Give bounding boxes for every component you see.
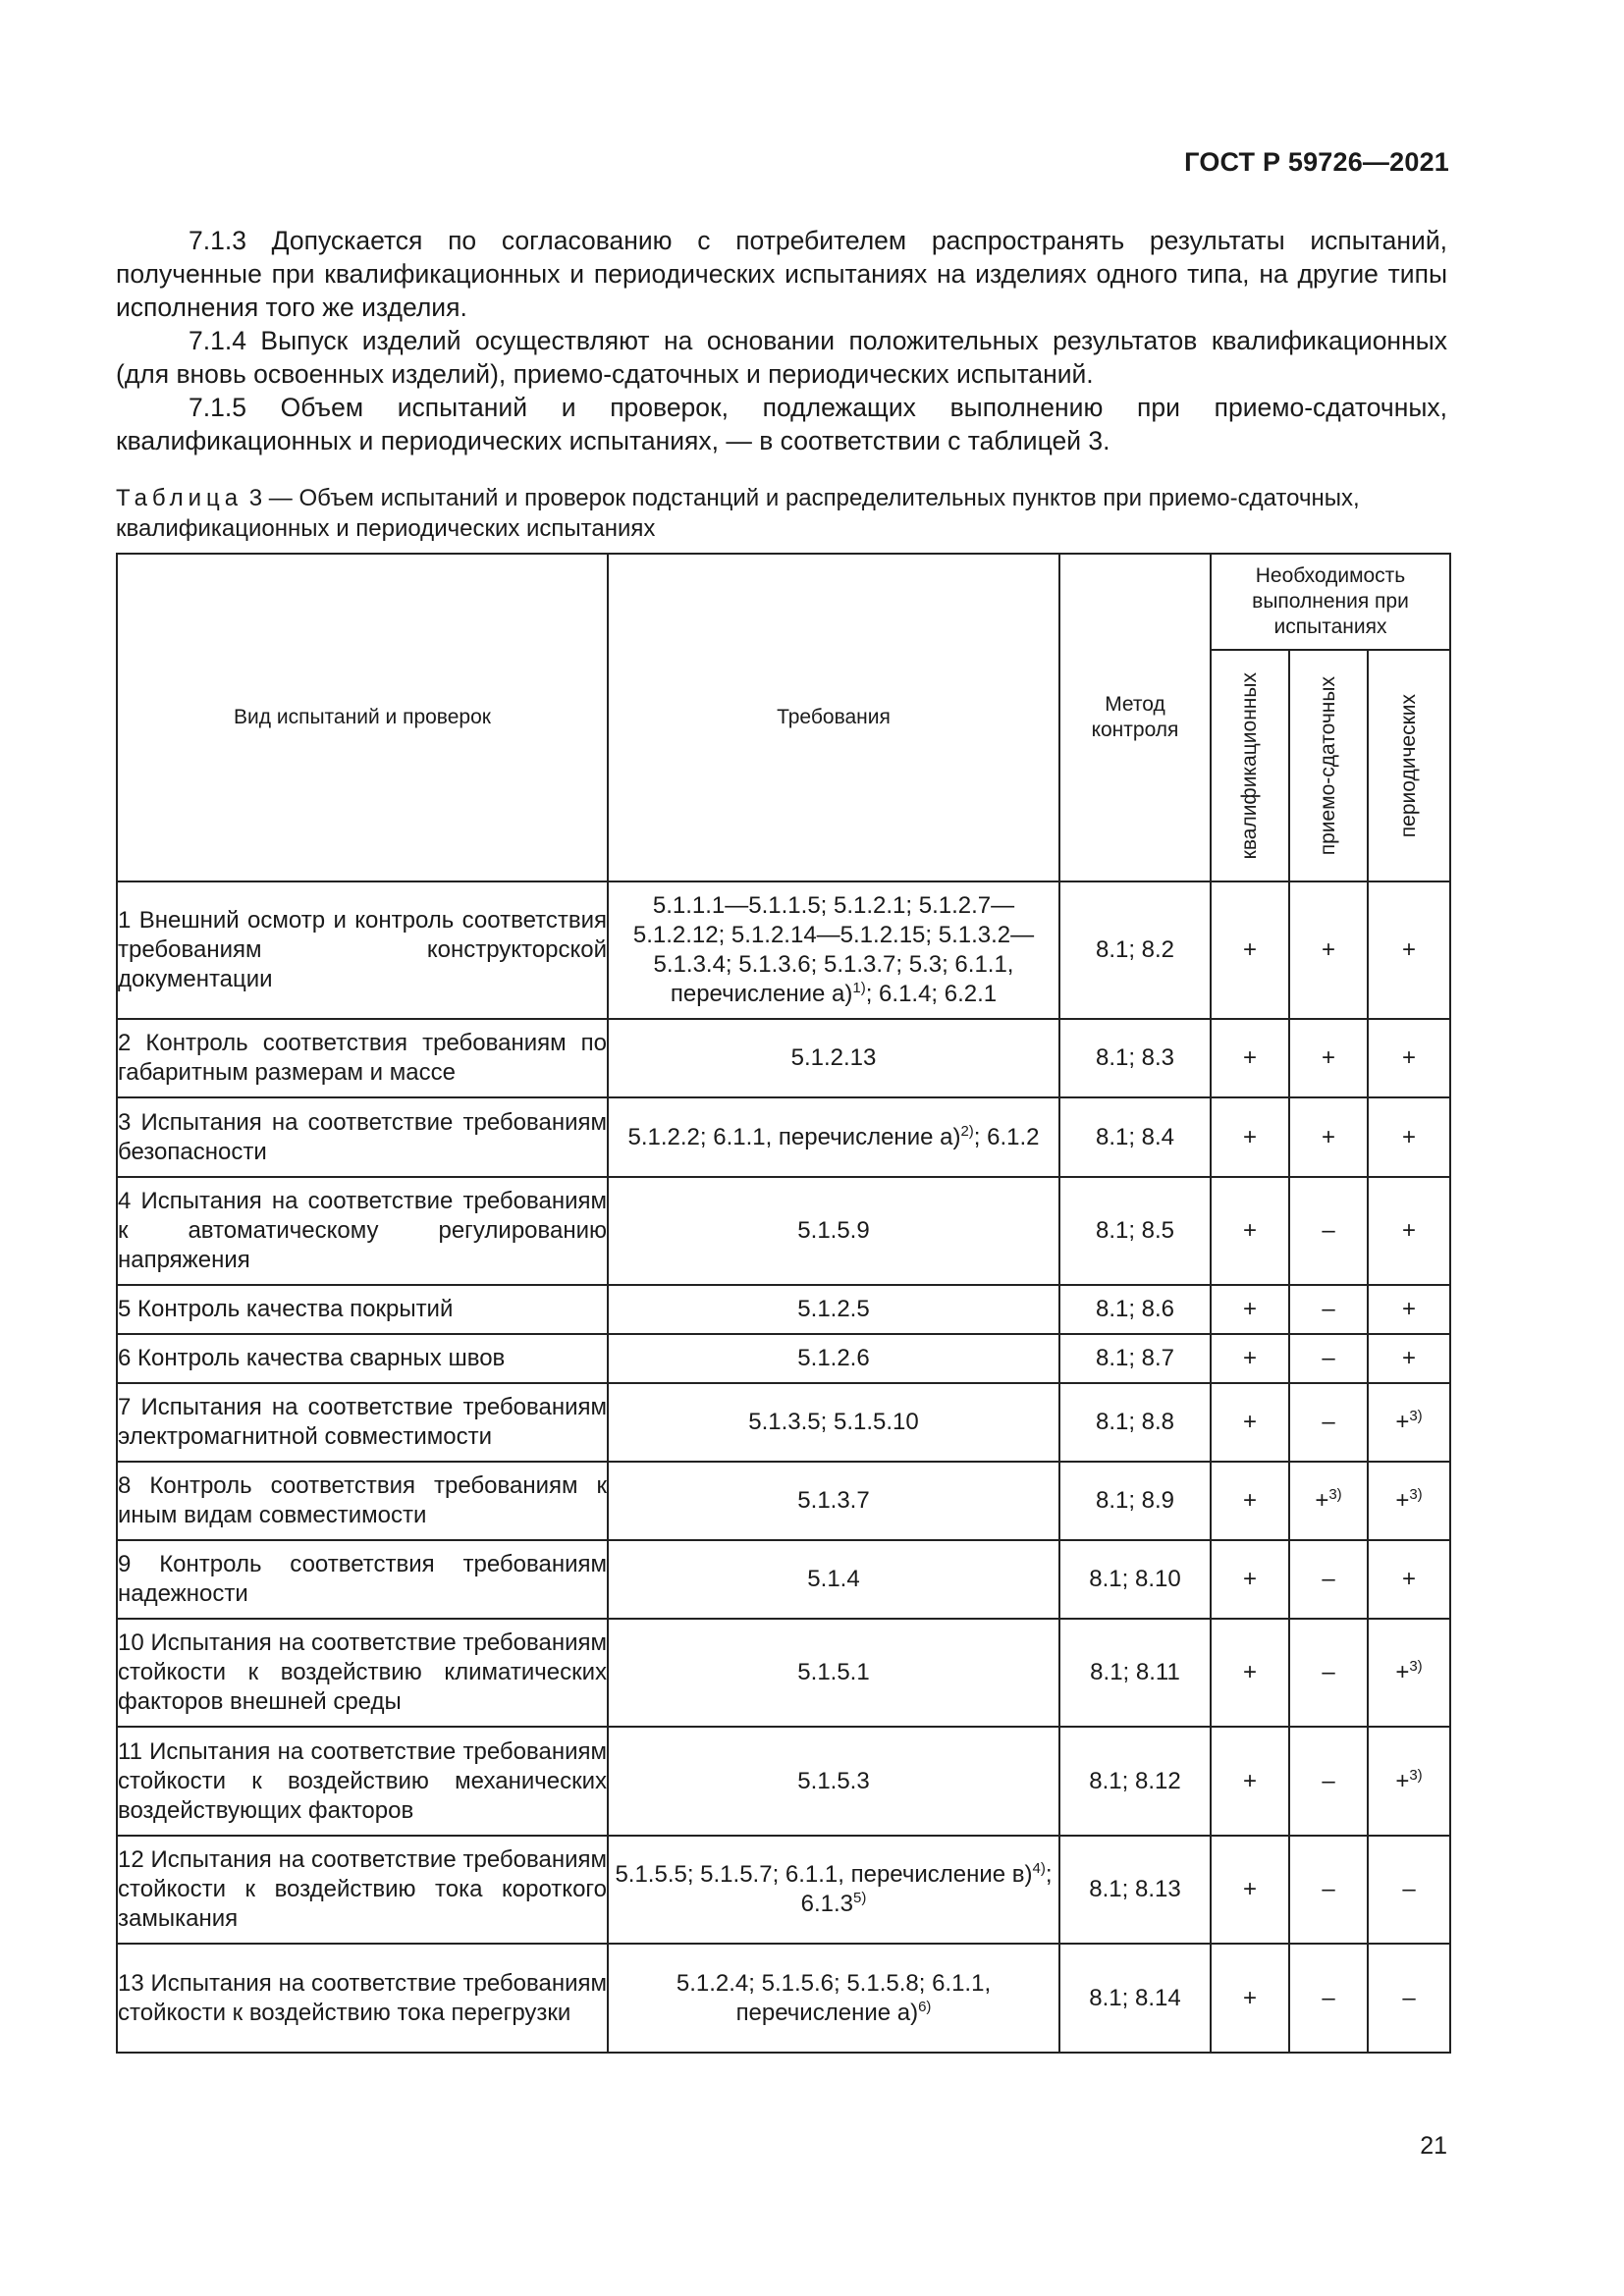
mark-periodic [1368,1619,1450,1727]
mark-value: + [1242,936,1257,963]
row-requirements [608,1619,1059,1727]
mark-qualification [1211,1727,1289,1836]
req-text: 5.1.5.9 [797,1217,870,1244]
mark-periodic [1368,1944,1450,2053]
mark-value: – [1322,1217,1335,1244]
mark-qualification [1211,1383,1289,1462]
row-name: 6 Контроль качества сварных швов [117,1334,608,1383]
row-method: 8.1; 8.7 [1059,1334,1211,1383]
row-requirements [608,1836,1059,1944]
mark-acceptance [1289,1177,1368,1285]
mark-value: + [1401,936,1416,963]
mark-periodic [1368,1177,1450,1285]
mark-qualification [1211,1944,1289,2053]
mark-periodic [1368,1836,1450,1944]
mark-value: – [1402,1876,1416,1902]
table-row [117,881,1450,1019]
mark-value: + [1242,1984,1257,2011]
row-requirements [608,1462,1059,1540]
mark-acceptance [1289,1334,1368,1383]
tests-table [116,553,1451,2054]
mark-footnote: 3) [1409,1766,1423,1784]
table-caption [116,483,1449,544]
mark-qualification [1211,1177,1289,1285]
req-text: 5.1.2.13 [790,1044,877,1071]
req-footnote: 1) [852,980,866,996]
mark-periodic [1368,1727,1450,1836]
row-method: 8.1; 8.12 [1059,1727,1211,1836]
table-row [117,1540,1450,1619]
header-acceptance [1289,650,1368,881]
table-row [117,1285,1450,1334]
table-caption-label: Таблица [116,485,244,511]
mark-value: + [1395,1409,1410,1435]
req-tail: ; 6.1.3 [800,1861,1053,1917]
mark-value: + [1401,1044,1416,1071]
row-method: 8.1; 8.2 [1059,881,1211,1019]
req-text: 5.1.3.5; 5.1.5.10 [748,1409,919,1435]
table-row [117,1097,1450,1177]
mark-value: + [1242,1296,1257,1322]
mark-periodic [1368,881,1450,1019]
paragraph-7-1-3: 7.1.3 Допускается по согласованию с потребителем распространять результаты испытаний, полученные при квалификационных и периодических испытаниях на изделиях одного типа, на другие типы исполнения того же изделия. [116,226,1447,322]
mark-value: + [1321,1044,1335,1071]
mark-value: + [1401,1345,1416,1371]
row-method: 8.1; 8.14 [1059,1944,1211,2053]
mark-value: + [1401,1566,1416,1592]
header-requirements: Требования [608,554,1059,881]
mark-value: + [1395,1767,1410,1794]
paragraph-7-1-4: 7.1.4 Выпуск изделий осуществляют на основании положительных результатов квалификационных (для вновь освоенных изделий), приемо-сдаточных и периодических испытаний. [116,326,1447,389]
table-row [117,1019,1450,1097]
row-name: 9 Контроль соответствия требованиям надежности [117,1540,608,1619]
row-method: 8.1; 8.5 [1059,1177,1211,1285]
req-footnote: 6) [918,1998,932,2015]
req-text: 5.1.2.5 [797,1296,870,1322]
mark-value: – [1322,1659,1335,1685]
mark-value: + [1242,1659,1257,1685]
mark-value: + [1242,1767,1257,1794]
mark-acceptance [1289,1619,1368,1727]
mark-value: + [1401,1296,1416,1322]
mark-acceptance [1289,1019,1368,1097]
row-requirements [608,1285,1059,1334]
row-name: 3 Испытания на соответствие требованиям безопасности [117,1097,608,1177]
mark-qualification [1211,1540,1289,1619]
mark-value: + [1321,1123,1335,1150]
mark-footnote: 3) [1328,1486,1342,1503]
row-method: 8.1; 8.8 [1059,1383,1211,1462]
table-row [117,1944,1450,2053]
row-method: 8.1; 8.10 [1059,1540,1211,1619]
row-requirements [608,1019,1059,1097]
mark-footnote: 3) [1409,1486,1423,1503]
mark-value: + [1242,1044,1257,1071]
mark-value: + [1401,1123,1416,1150]
table-row [117,1462,1450,1540]
mark-value: + [1395,1487,1410,1514]
mark-value: – [1322,1409,1335,1435]
row-method: 8.1; 8.9 [1059,1462,1211,1540]
header-qualification [1211,650,1289,881]
mark-value: – [1322,1876,1335,1902]
req-text: 5.1.2.4; 5.1.5.6; 5.1.5.8; 6.1.1, перечисление а) [676,1969,992,2026]
row-requirements [608,1944,1059,2053]
mark-acceptance [1289,1462,1368,1540]
row-method: 8.1; 8.11 [1059,1619,1211,1727]
row-requirements [608,1727,1059,1836]
mark-value: + [1242,1123,1257,1150]
mark-value: + [1321,936,1335,963]
mark-value: + [1395,1659,1410,1685]
table-caption-text: 3 — Объем испытаний и проверок подстанций и распределительных пунктов при приемо-сдаточных, квалификационных и периодических испытаниях [116,485,1360,542]
mark-value: + [1242,1409,1257,1435]
mark-periodic [1368,1383,1450,1462]
mark-acceptance [1289,1727,1368,1836]
row-requirements [608,1540,1059,1619]
mark-value: + [1242,1566,1257,1592]
table-row [117,1619,1450,1727]
req-text: 5.1.4 [807,1566,860,1592]
row-requirements [608,1097,1059,1177]
mark-periodic [1368,1285,1450,1334]
mark-periodic [1368,1097,1450,1177]
row-requirements [608,1334,1059,1383]
mark-acceptance [1289,1097,1368,1177]
mark-qualification [1211,1019,1289,1097]
req-text: 5.1.5.3 [797,1767,870,1794]
paragraph-7-1-5: 7.1.5 Объем испытаний и проверок, подлежащих выполнению при приемо-сдаточных, квалификационных и периодических испытаниях, — в соответствии с таблицей 3. [116,393,1447,455]
header-kind: Вид испытаний и проверок [117,554,608,881]
mark-value: – [1322,1984,1335,2011]
row-name: 7 Испытания на соответствие требованиям электромагнитной совместимости [117,1383,608,1462]
mark-acceptance [1289,1836,1368,1944]
req-footnote: 5) [853,1890,867,1906]
row-method: 8.1; 8.6 [1059,1285,1211,1334]
mark-periodic [1368,1540,1450,1619]
mark-acceptance [1289,1944,1368,2053]
mark-value: – [1402,1984,1416,2011]
mark-footnote: 3) [1409,1408,1423,1424]
req-text: 5.1.3.7 [797,1487,870,1514]
table-row [117,1334,1450,1383]
row-name: 2 Контроль соответствия требованиям по габаритным размерам и массе [117,1019,608,1097]
table-row [117,1727,1450,1836]
row-requirements [608,881,1059,1019]
mark-periodic [1368,1462,1450,1540]
mark-qualification [1211,1285,1289,1334]
mark-value: – [1322,1296,1335,1322]
mark-acceptance [1289,881,1368,1019]
mark-value: – [1322,1345,1335,1371]
mark-acceptance [1289,1540,1368,1619]
mark-qualification [1211,881,1289,1019]
mark-value: + [1242,1345,1257,1371]
req-tail: ; 6.1.4; 6.2.1 [865,981,998,1007]
row-method: 8.1; 8.3 [1059,1019,1211,1097]
row-name: 4 Испытания на соответствие требованиям к автоматическому регулированию напряжения [117,1177,608,1285]
page-number: 21 [1420,2132,1447,2160]
header-periodic-label: периодических [1397,693,1420,838]
req-footnote: 2) [960,1122,974,1140]
row-method: 8.1; 8.4 [1059,1097,1211,1177]
req-text: 5.1.5.1 [797,1659,870,1685]
req-tail: ; 6.1.2 [973,1123,1040,1150]
header-periodic [1368,650,1450,881]
mark-acceptance [1289,1383,1368,1462]
document-code: ГОСТ Р 59726—2021 [1184,147,1449,177]
req-footnote: 4) [1032,1860,1046,1877]
row-name: 1 Внешний осмотр и контроль соответствия требованиям конструкторской документации [117,881,608,1019]
header-necessity: Необходимость выполнения при испытаниях [1211,554,1450,650]
row-requirements [608,1383,1059,1462]
mark-value: – [1322,1767,1335,1794]
req-text: 5.1.1.1—5.1.1.5; 5.1.2.1; 5.1.2.7—5.1.2.12; 5.1.2.14—5.1.2.15; 5.1.3.2—5.1.3.4; 5.1.3.6; 5.1.3.7; 5.3; 6.1.1, перечисление а) [632,892,1035,1007]
row-requirements [608,1177,1059,1285]
mark-periodic [1368,1334,1450,1383]
mark-periodic [1368,1019,1450,1097]
req-text: 5.1.2.2; 6.1.1, перечисление а) [627,1123,961,1150]
header-qualification-label: квалификационных [1238,671,1261,860]
mark-qualification [1211,1619,1289,1727]
mark-value: + [1401,1217,1416,1244]
header-acceptance-label: приемо-сдаточных [1317,675,1339,856]
mark-value: + [1315,1487,1329,1514]
mark-acceptance [1289,1285,1368,1334]
row-name: 12 Испытания на соответствие требованиям стойкости к воздействию тока короткого замыкания [117,1836,608,1944]
mark-qualification [1211,1836,1289,1944]
row-method: 8.1; 8.13 [1059,1836,1211,1944]
req-text: 5.1.2.6 [797,1345,870,1371]
mark-qualification [1211,1462,1289,1540]
mark-qualification [1211,1097,1289,1177]
row-name: 8 Контроль соответствия требованиям к иным видам совместимости [117,1462,608,1540]
header-method: Метод контроля [1059,554,1211,881]
mark-value: – [1322,1566,1335,1592]
req-text: 5.1.5.5; 5.1.5.7; 6.1.1, перечисление в) [615,1861,1033,1888]
row-name: 11 Испытания на соответствие требованиям стойкости к воздействию механических воздействующих факторов [117,1727,608,1836]
row-name: 10 Испытания на соответствие требованиям стойкости к воздействию климатических факторов внешней среды [117,1619,608,1727]
table-row [117,1177,1450,1285]
mark-value: + [1242,1217,1257,1244]
table-row [117,1383,1450,1462]
mark-value: + [1242,1876,1257,1902]
row-name: 5 Контроль качества покрытий [117,1285,608,1334]
mark-footnote: 3) [1409,1658,1423,1675]
row-name: 13 Испытания на соответствие требованиям стойкости к воздействию тока перегрузки [117,1944,608,2053]
mark-value: + [1242,1487,1257,1514]
mark-qualification [1211,1334,1289,1383]
table-row [117,1836,1450,1944]
